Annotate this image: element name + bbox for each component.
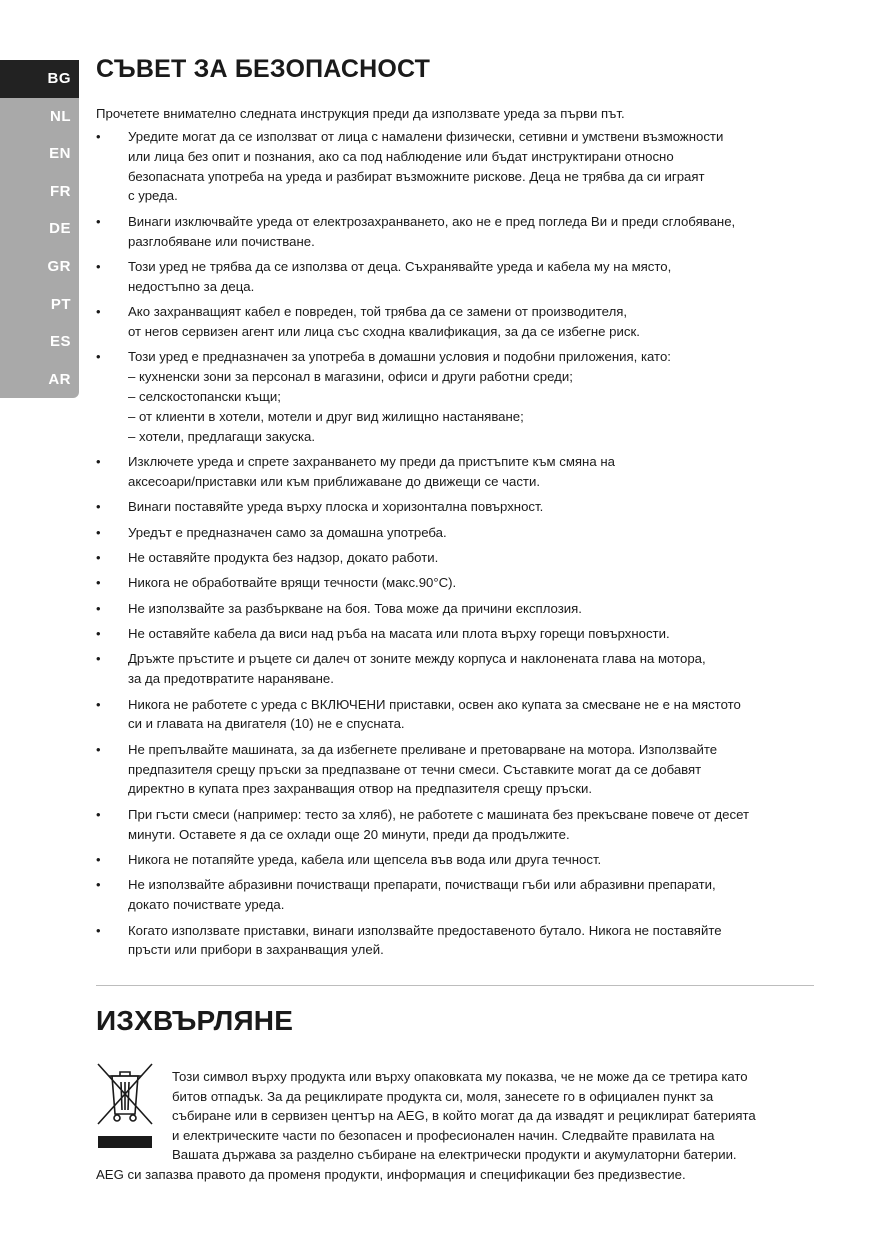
list-item: • Не оставяйте продукта без надзор, докато работи. — [96, 548, 811, 568]
list-item: • Не оставяйте кабела да виси над ръба на масата или плота върху горещи повърхности. — [96, 624, 811, 644]
disposal-title: ИЗХВЪРЛЯНЕ — [96, 1005, 294, 1036]
list-item: • Не използвайте за разбъркване на боя. Това може да причини експлозия. — [96, 599, 811, 619]
crossed-out-wheelie-bin-icon — [96, 1062, 154, 1152]
list-item: • Винаги поставяйте уреда върху плоска и хоризонтална повърхност. — [96, 497, 811, 517]
list-item: • Никога не работете с уреда с ВКЛЮЧЕНИ приставки, освен ако купата за смесване не е на мястото си и главата на двигателя (10) не е спусната. — [96, 695, 811, 735]
safety-title: СЪВЕТ ЗА БЕЗОПАСНОСТ — [96, 55, 431, 83]
language-tab-de[interactable]: DE — [49, 220, 71, 238]
section-divider — [96, 985, 814, 986]
language-tab-bg[interactable]: BG — [0, 60, 79, 98]
language-tab-ar[interactable]: AR — [48, 370, 71, 388]
list-item: • Уредът е предназначен само за домашна употреба. — [96, 523, 811, 543]
list-item: • Ако захранващият кабел е повреден, той трябва да се замени от производителя, от негов сервизен агент или лица със сходна квалификация, за да се избегне риск. — [96, 302, 811, 342]
list-item: • Никога не потапяйте уреда, кабела или щепсела във вода или друга течност. — [96, 850, 811, 870]
list-item: • Никога не обработвайте врящи течности (макс.90°C). — [96, 573, 811, 593]
list-item: • Дръжте пръстите и ръцете си далеч от зоните между корпуса и наклонената глава на мотора, за да предотвратите нараняване. — [96, 649, 811, 689]
safety-intro: Прочетете внимателно следната инструкция преди да използвате уреда за първи път. — [96, 106, 625, 121]
list-item: • Не използвайте абразивни почистващи препарати, почистващи гъби или абразивни препарати, докато почиствате уреда. — [96, 875, 811, 915]
language-tabs — [0, 60, 79, 398]
language-tab-en[interactable]: EN — [49, 145, 71, 163]
language-tab-pt[interactable]: PT — [50, 295, 71, 313]
language-tab-es[interactable]: ES — [49, 333, 71, 351]
language-tab-nl[interactable]: NL — [50, 107, 71, 125]
list-item: • Уредите могат да се използват от лица с намалени физически, сетивни и умствени възможности или лица без опит и познания, ако са под наблюдение или бъдат инструктирани относно безопасната употреба на уреда и разбират възможните рискове. Деца не трябва да си играят с уреда. — [96, 127, 811, 206]
list-item: • Този уред е предназначен за употреба в домашни условия и подобни приложения, като: – кухненски зони за персонал в магазини, офиси и други работни среди; – селскостопански къщи; – от клиенти в хотели, мотели и друг вид жилищно настаняване; – хотели, предлагащи закуска. — [96, 347, 811, 446]
disposal-text: Този символ върху продукта или върху опаковката му показва, че не може да се третира като битов отпадък. За да рециклирате продукта си, моля, занесете го в официален пункт за събиране или в сервизен център на AEG, в който могат да да извадят и рециклират батерията и електрическите части по безопасен и професионален начин. Следвайте правилата на Вашата държава за разделно събиране на електрически продукти и акумулаторни батерии. — [172, 1069, 756, 1163]
list-item: • Когато използвате приставки, винаги използвайте предоставеното бутало. Никога не поставяйте пръсти или прибори в захранващия улей. — [96, 921, 811, 961]
list-item: • Изключете уреда и спрете захранването му преди да пристъпите към смяна на аксесоари/приставки или към приближаване до движещи се части. — [96, 452, 811, 492]
list-item: • Винаги изключвайте уреда от електрозахранването, ако не е пред погледа Ви и преди сглобяване, разглобяване или почистване. — [96, 212, 811, 252]
list-item: • Не препълвайте машината, за да избегнете преливане и претоварване на мотора. Използвайте предпазителя срещу пръски за предпазване от течни смеси. Съставките могат да се добавят директно в купата през захранващия отвор на предпазителя срещу пръски. — [96, 740, 811, 799]
footer-note: AEG си запазва правото да променя продукти, информация и спецификации без предизвестие. — [96, 1167, 686, 1182]
language-tab-gr[interactable]: GR — [47, 257, 71, 275]
list-item: • Този уред не трябва да се използва от деца. Съхранявайте уреда и кабела му на място, недостъпно за деца. — [96, 257, 811, 297]
language-tab-fr[interactable]: FR — [50, 182, 71, 200]
list-item: • При гъсти смеси (например: тесто за хляб), не работете с машината без прекъсване повече от десет минути. Оставете я да се охлади още 20 минути, преди да продължите. — [96, 805, 811, 845]
safety-list — [96, 127, 811, 966]
